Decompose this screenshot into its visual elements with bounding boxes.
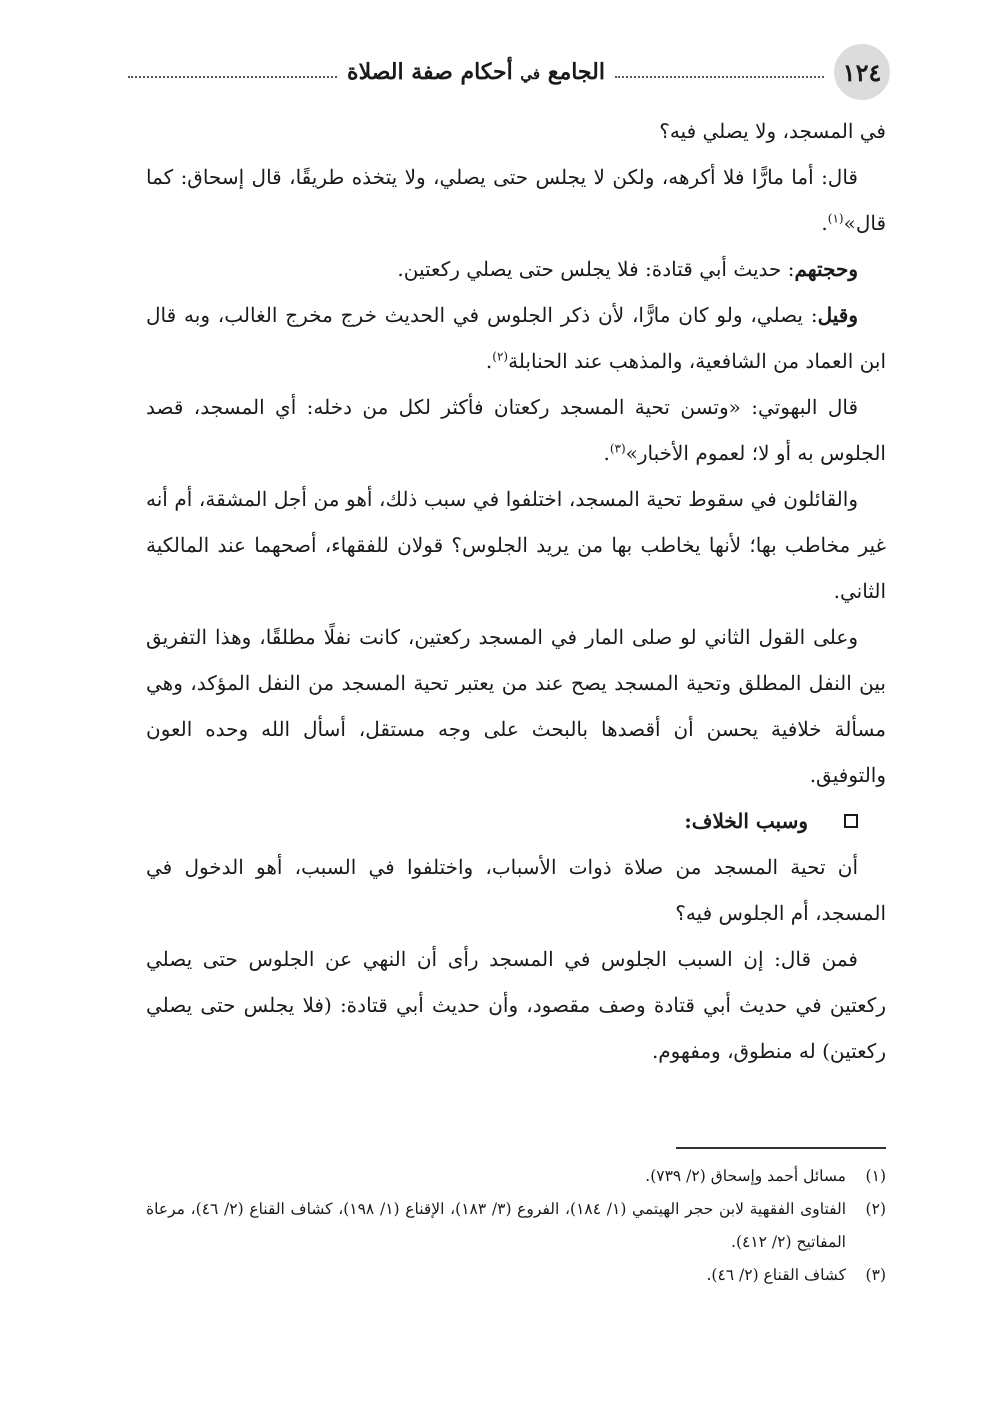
header-title-part1: الجامع <box>547 59 605 85</box>
paragraph-4 <box>146 292 886 384</box>
paragraph-2-end: . <box>821 211 828 235</box>
paragraph-3 <box>146 246 886 292</box>
footnote-ref-3: (٣) <box>609 441 626 456</box>
checkbox-square-icon <box>844 814 858 828</box>
paragraph-3-text: : حديث أبي قتادة: فلا يجلس حتى يصلي ركعتين. <box>397 257 795 281</box>
footnote-1-text: مسائل أحمد وإسحاق (٢/ ٧٣٩). <box>645 1167 846 1185</box>
footnotes <box>146 1160 886 1292</box>
paragraph-3-bold-lead: وحجتهم <box>794 257 858 281</box>
header-title-part3: أحكام صفة الصلاة <box>347 59 513 85</box>
footnote-3-text: كشاف القناع (٢/ ٤٦). <box>706 1266 846 1284</box>
footnote-2-text: الفتاوى الفقهية لابن حجر الهيتمي (١/ ١٨٤)، الفروع (٣/ ١٨٣)، الإقناع (١/ ١٩٨)، كشاف القناع (٢/ ٤٦)، مرعاة المفاتيح (٢/ ٤١٢). <box>146 1200 847 1251</box>
paragraph-9: فمن قال: إن السبب الجلوس في المسجد رأى أن النهي عن الجلوس حتى يصلي ركعتين في حديث أبي قتادة وصف مقصود، وأن حديث أبي قتادة: (فلا يجلس حتى يصلي ركعتين) له منطوق، ومفهوم. <box>146 947 886 1063</box>
header-title-part2: في <box>520 65 541 83</box>
footnote-2 <box>146 1193 886 1259</box>
paragraph-5-end: . <box>603 441 610 465</box>
header-dotted-leader-right <box>615 76 824 78</box>
paragraph-4-text: : يصلي، ولو كان مارًّا، لأن ذكر الجلوس في الحديث خرج مخرج الغالب، وبه قال ابن العماد من الشافعية، والمذهب عند الحنابلة <box>146 303 886 373</box>
paragraph-2-text: قال: أما مارًّا فلا أكرهه، ولكن لا يجلس حتى يصلي، ولا يتخذه طريقًا، قال إسحاق: كما قال» <box>146 165 886 235</box>
header-dotted-leader-left <box>128 76 337 78</box>
header-book-title <box>347 59 605 85</box>
paragraph-6: والقائلون في سقوط تحية المسجد، اختلفوا في سبب ذلك، أهو من أجل المشقة، أم أنه غير مخاطب بها؛ لأنها يخاطب بها من يريد الجلوس؟ قولان للفقهاء، أصحهما عند المالكية الثاني. <box>146 487 886 603</box>
section-heading-text: وسبب الخلاف: <box>684 809 808 833</box>
footnote-1-number: (١) <box>865 1167 886 1185</box>
paragraph-4-end: . <box>485 349 493 373</box>
footnote-separator <box>676 1147 886 1149</box>
main-text <box>146 108 886 1074</box>
footnote-ref-2: (٢) <box>492 349 509 364</box>
paragraph-5 <box>146 384 886 476</box>
footnote-3 <box>146 1259 886 1292</box>
section-heading <box>146 798 886 844</box>
paragraph-2 <box>146 154 886 246</box>
footnote-3-number: (٣) <box>865 1266 886 1284</box>
paragraph-8: أن تحية المسجد من صلاة ذوات الأسباب، واختلفوا في السبب، أهو الدخول في المسجد، أم الجلوس فيه؟ <box>146 855 886 925</box>
paragraph-5-text: قال البهوتي: «وتسن تحية المسجد ركعتان فأكثر لكل من دخله: أي المسجد، قصد الجلوس به أو لا؛ لعموم الأخبار» <box>146 395 886 465</box>
paragraph-7: وعلى القول الثاني لو صلى المار في المسجد ركعتين، كانت نفلًا مطلقًا، وهذا التفريق بين النفل المطلق وتحية المسجد يصح عند من يعتبر تحية المسجد من النفل المؤكد، وهي مسألة خلافية يحسن أن أقصدها بالبحث على وجه مستقل، أسأل الله وحده العون والتوفيق. <box>146 625 887 787</box>
footnote-ref-1: (١) <box>827 211 844 226</box>
footnote-1 <box>146 1160 886 1193</box>
footnote-2-number: (٢) <box>865 1200 886 1218</box>
paragraph-1: في المسجد، ولا يصلي فيه؟ <box>659 119 886 143</box>
running-header <box>118 44 890 100</box>
paragraph-4-bold-lead: وقيل <box>817 303 858 327</box>
page-number: ١٢٤ <box>834 44 890 100</box>
